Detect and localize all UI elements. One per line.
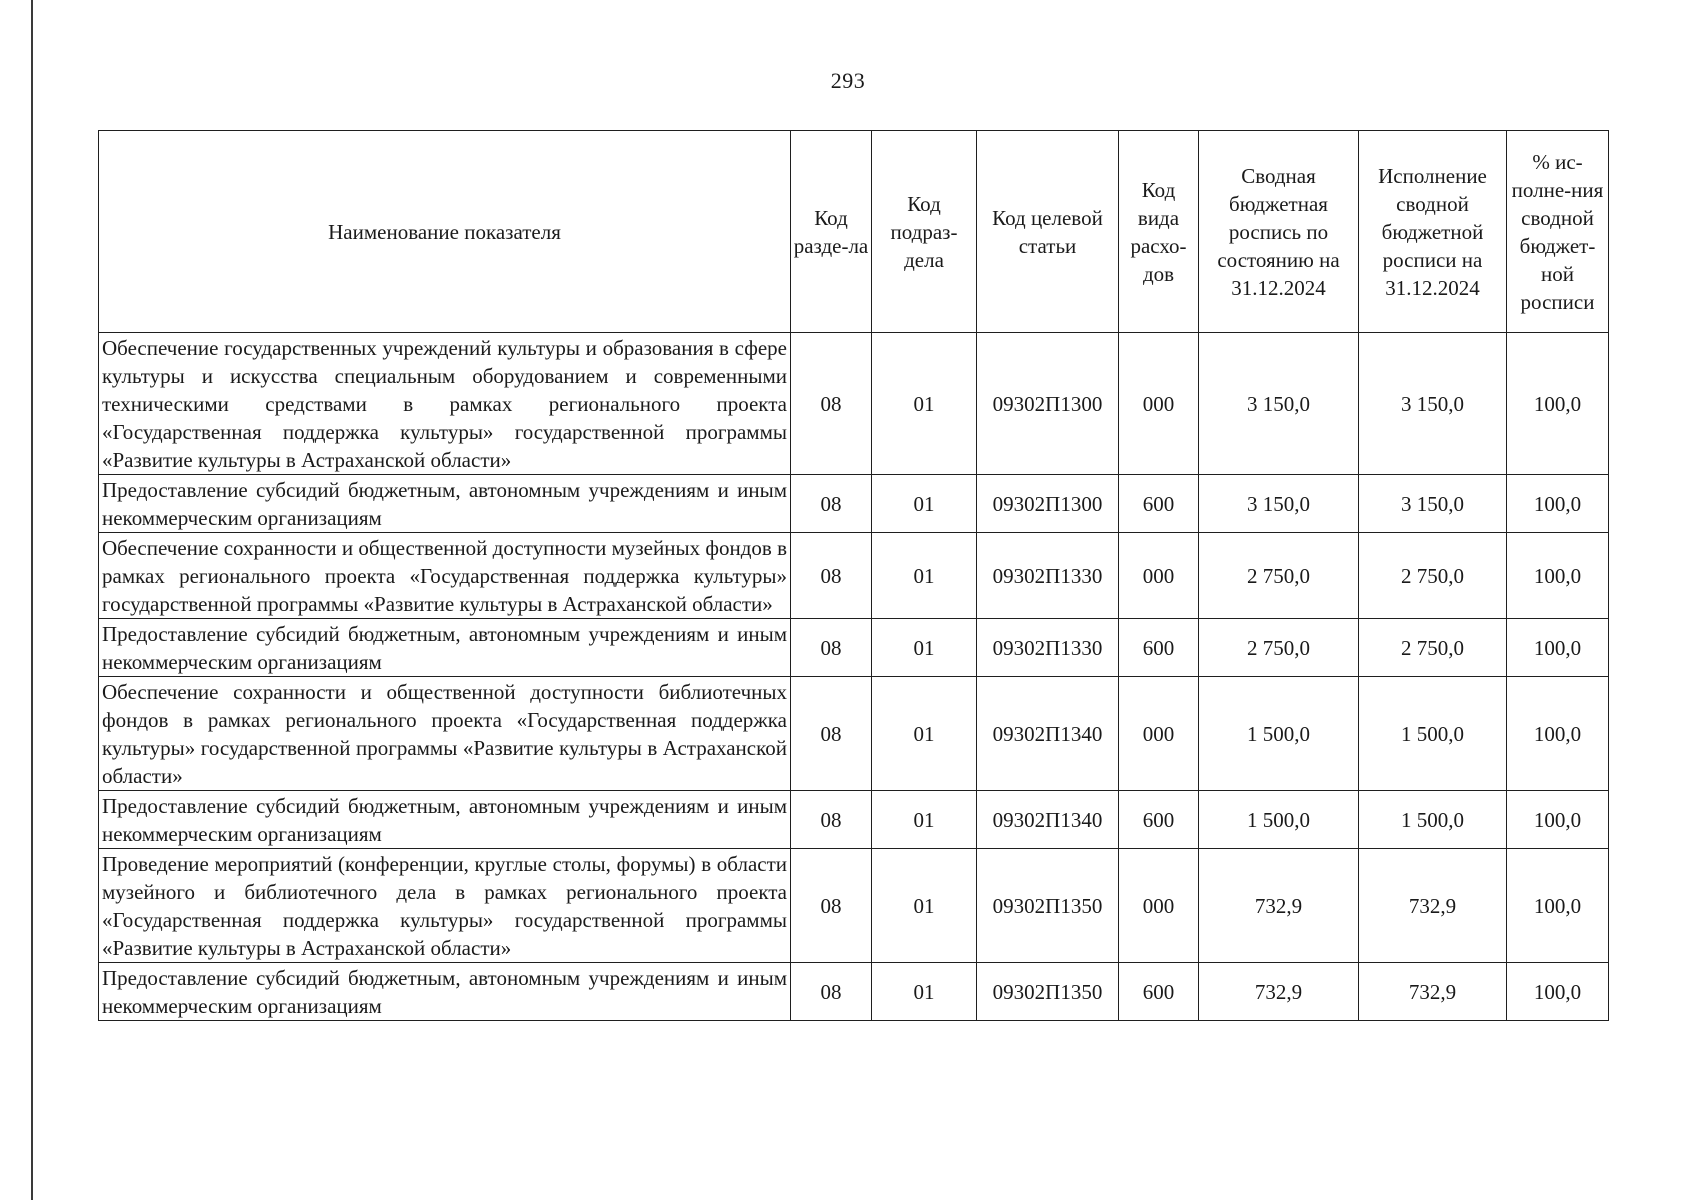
cell-name: Предоставление субсидий бюджетным, автономным учреждениям и иным некоммерческим организациям xyxy=(99,963,791,1021)
cell-celevaya: 09302П1350 xyxy=(977,963,1119,1021)
cell-name: Предоставление субсидий бюджетным, автономным учреждениям и иным некоммерческим организациям xyxy=(99,475,791,533)
header-ispolnenie-text: Исполнение сводной бюджетной росписи на 31.12.2024 xyxy=(1378,163,1487,300)
header-celevaya xyxy=(977,131,1119,333)
cell-razdel: 08 xyxy=(791,333,872,475)
cell-vid: 000 xyxy=(1119,677,1199,791)
cell-vid: 000 xyxy=(1119,333,1199,475)
cell-vid: 600 xyxy=(1119,475,1199,533)
cell-razdel: 08 xyxy=(791,791,872,849)
cell-podrazdel: 01 xyxy=(872,849,977,963)
cell-percent: 100,0 xyxy=(1507,333,1609,475)
cell-svod: 3 150,0 xyxy=(1199,475,1359,533)
cell-vid: 600 xyxy=(1119,619,1199,677)
table-row xyxy=(99,475,1609,533)
header-svod xyxy=(1199,131,1359,333)
table-row xyxy=(99,333,1609,475)
table-body xyxy=(99,333,1609,1021)
header-name-text: Наименование показателя xyxy=(328,219,561,244)
cell-percent: 100,0 xyxy=(1507,475,1609,533)
cell-razdel: 08 xyxy=(791,533,872,619)
cell-name: Предоставление субсидий бюджетным, автономным учреждениям и иным некоммерческим организациям xyxy=(99,791,791,849)
cell-percent: 100,0 xyxy=(1507,849,1609,963)
header-podrazdel-text: Код подраз-дела xyxy=(890,191,958,272)
cell-ispolnenie: 2 750,0 xyxy=(1359,619,1507,677)
table-header xyxy=(99,131,1609,333)
cell-podrazdel: 01 xyxy=(872,619,977,677)
table-row xyxy=(99,849,1609,963)
page-number: 293 xyxy=(830,68,866,93)
cell-celevaya: 09302П1330 xyxy=(977,619,1119,677)
cell-celevaya: 09302П1350 xyxy=(977,849,1119,963)
cell-svod: 1 500,0 xyxy=(1199,677,1359,791)
header-row xyxy=(99,131,1609,333)
cell-percent: 100,0 xyxy=(1507,533,1609,619)
cell-vid: 000 xyxy=(1119,533,1199,619)
cell-name: Предоставление субсидий бюджетным, автономным учреждениям и иным некоммерческим организациям xyxy=(99,619,791,677)
cell-razdel: 08 xyxy=(791,475,872,533)
header-ispolnenie xyxy=(1359,131,1507,333)
cell-svod: 1 500,0 xyxy=(1199,791,1359,849)
cell-vid: 000 xyxy=(1119,849,1199,963)
cell-name: Обеспечение сохранности и общественной доступности музейных фондов в рамках регионального проекта «Государственная поддержка культуры» государственной программы «Развитие культуры в Астраханской области» xyxy=(99,533,791,619)
cell-svod: 732,9 xyxy=(1199,963,1359,1021)
header-podrazdel xyxy=(872,131,977,333)
cell-podrazdel: 01 xyxy=(872,333,977,475)
cell-celevaya: 09302П1300 xyxy=(977,333,1119,475)
cell-celevaya: 09302П1300 xyxy=(977,475,1119,533)
cell-razdel: 08 xyxy=(791,963,872,1021)
cell-vid: 600 xyxy=(1119,791,1199,849)
cell-razdel: 08 xyxy=(791,619,872,677)
cell-name: Обеспечение государственных учреждений культуры и образования в сфере культуры и искусства специальным оборудованием и современными техническими средствами в рамках регионального проекта «Государственная поддержка культуры» государственной программы «Развитие культуры в Астраханской области» xyxy=(99,333,791,475)
header-vid-text: Код вида расхо-дов xyxy=(1130,177,1187,286)
table-row xyxy=(99,791,1609,849)
table-row xyxy=(99,677,1609,791)
header-name xyxy=(99,131,791,333)
cell-podrazdel: 01 xyxy=(872,475,977,533)
header-razdel-text: Код разде-ла xyxy=(793,205,869,258)
cell-ispolnenie: 732,9 xyxy=(1359,963,1507,1021)
table-row xyxy=(99,963,1609,1021)
cell-ispolnenie: 1 500,0 xyxy=(1359,791,1507,849)
cell-razdel: 08 xyxy=(791,677,872,791)
cell-celevaya: 09302П1330 xyxy=(977,533,1119,619)
cell-svod: 732,9 xyxy=(1199,849,1359,963)
cell-razdel: 08 xyxy=(791,849,872,963)
table-row xyxy=(99,619,1609,677)
cell-ispolnenie: 3 150,0 xyxy=(1359,333,1507,475)
cell-podrazdel: 01 xyxy=(872,533,977,619)
cell-name: Обеспечение сохранности и общественной доступности библиотечных фондов в рамках регионального проекта «Государственная поддержка культуры» государственной программы «Развитие культуры в Астраханской области» xyxy=(99,677,791,791)
header-razdel xyxy=(791,131,872,333)
cell-celevaya: 09302П1340 xyxy=(977,791,1119,849)
cell-percent: 100,0 xyxy=(1507,791,1609,849)
cell-svod: 2 750,0 xyxy=(1199,533,1359,619)
header-svod-text: Сводная бюджетная роспись по состоянию на 31.12.2024 xyxy=(1217,163,1340,300)
cell-percent: 100,0 xyxy=(1507,619,1609,677)
cell-ispolnenie: 3 150,0 xyxy=(1359,475,1507,533)
cell-ispolnenie: 2 750,0 xyxy=(1359,533,1507,619)
cell-ispolnenie: 1 500,0 xyxy=(1359,677,1507,791)
header-percent xyxy=(1507,131,1609,333)
cell-celevaya: 09302П1340 xyxy=(977,677,1119,791)
cell-name: Проведение мероприятий (конференции, круглые столы, форумы) в области музейного и библиотечного дела в рамках регионального проекта «Государственная поддержка культуры» государственной программы «Развитие культуры в Астраханской области» xyxy=(99,849,791,963)
cell-podrazdel: 01 xyxy=(872,791,977,849)
header-percent-text: % ис-полне-ния сводной бюджет-ной росписи xyxy=(1511,149,1604,314)
cell-podrazdel: 01 xyxy=(872,963,977,1021)
cell-vid: 600 xyxy=(1119,963,1199,1021)
header-celevaya-text: Код целевой статьи xyxy=(992,205,1103,258)
cell-ispolnenie: 732,9 xyxy=(1359,849,1507,963)
header-vid xyxy=(1119,131,1199,333)
cell-svod: 2 750,0 xyxy=(1199,619,1359,677)
cell-podrazdel: 01 xyxy=(872,677,977,791)
cell-percent: 100,0 xyxy=(1507,963,1609,1021)
cell-percent: 100,0 xyxy=(1507,677,1609,791)
cell-svod: 3 150,0 xyxy=(1199,333,1359,475)
budget-execution-table xyxy=(98,130,1609,1021)
scan-edge-line xyxy=(31,0,33,1200)
table-row xyxy=(99,533,1609,619)
